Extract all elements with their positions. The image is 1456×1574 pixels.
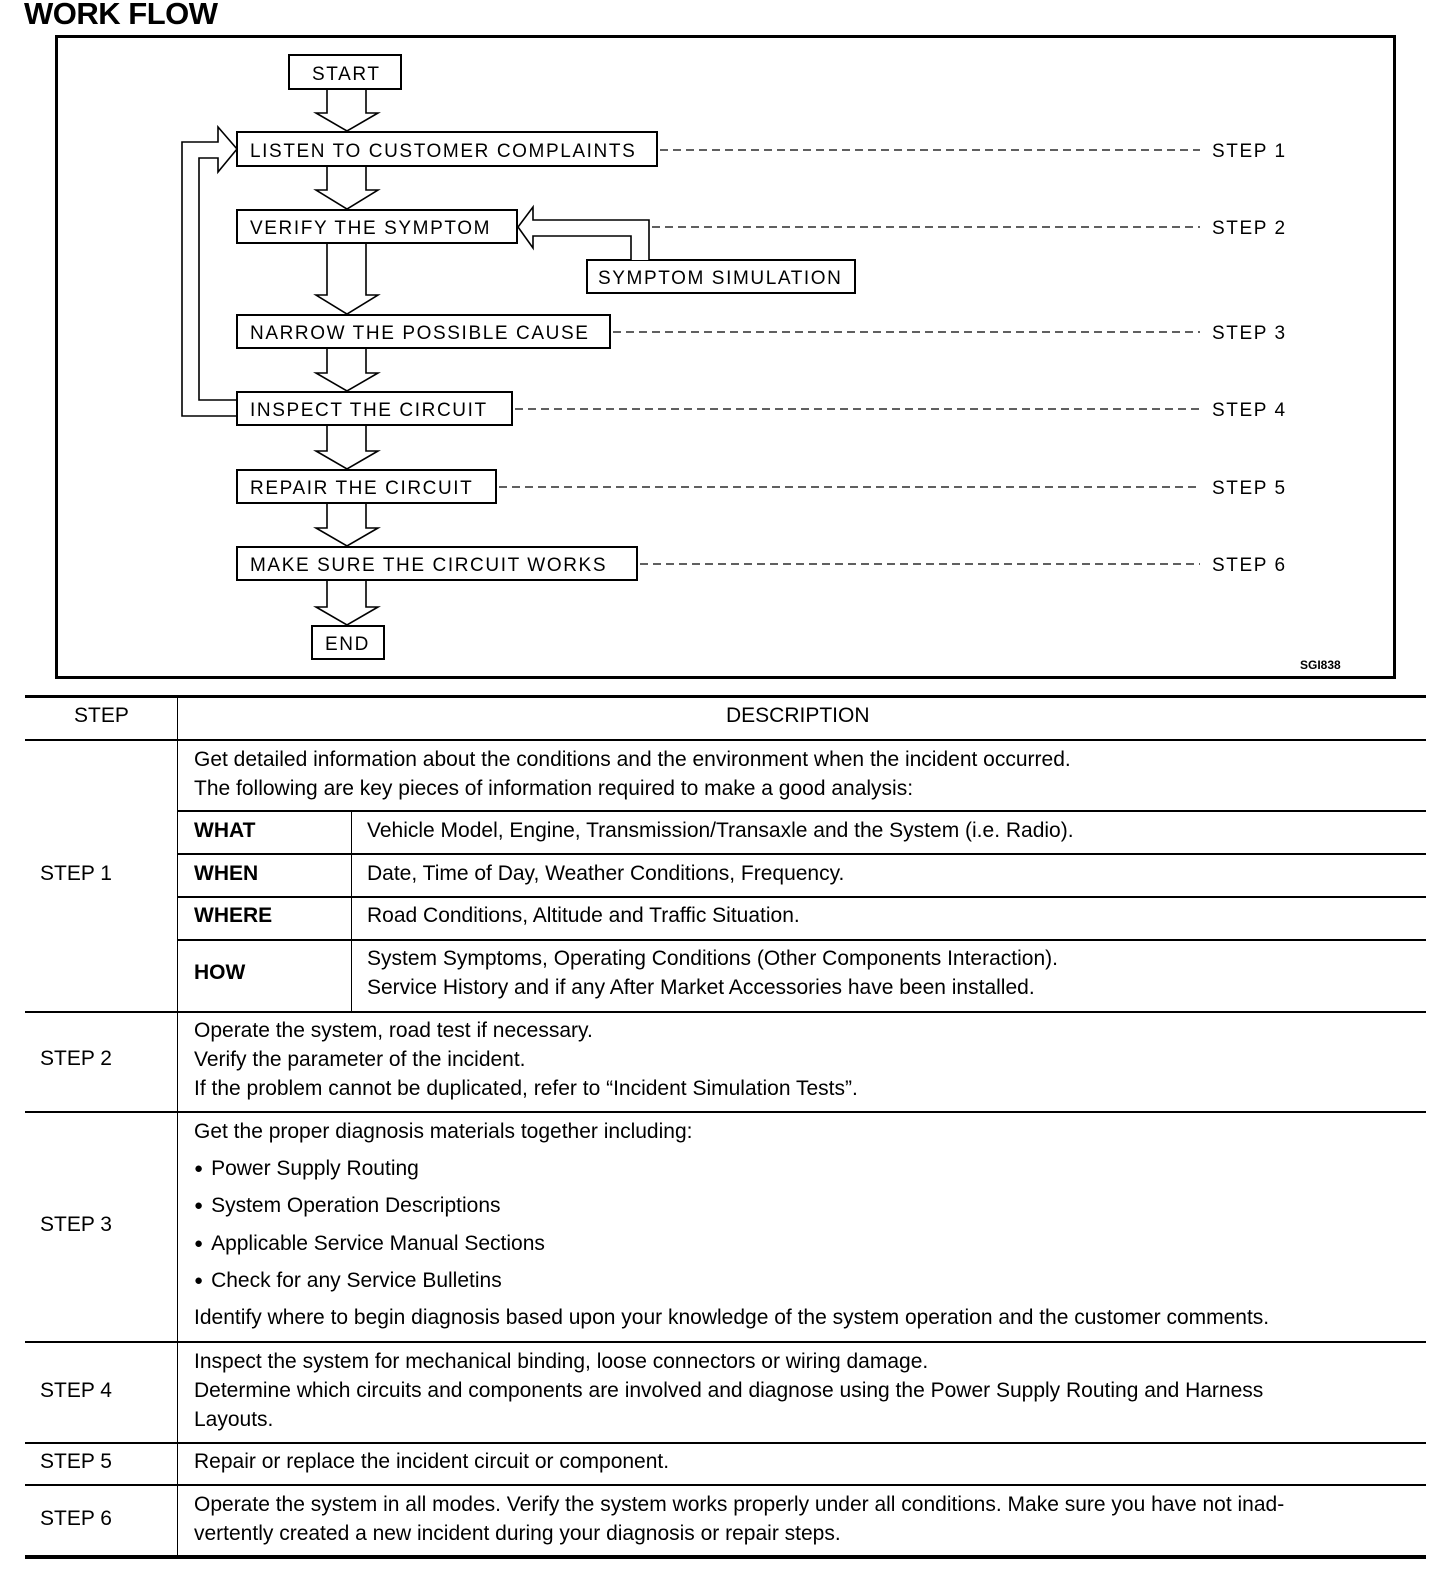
- row-rule: [25, 1341, 1426, 1343]
- workflow-flowchart: [0, 0, 1456, 690]
- down-arrow-icon: [316, 581, 378, 625]
- down-arrow-icon: [316, 244, 378, 314]
- row-rule: [25, 1011, 1426, 1013]
- figure-code: SGI838: [1300, 658, 1341, 672]
- start-label: START: [312, 64, 381, 85]
- step3-bullet-3: ● Applicable Service Manual Sections: [194, 1229, 545, 1260]
- step-label-3: STEP 3: [1212, 323, 1287, 344]
- header-description: DESCRIPTION: [726, 704, 870, 727]
- step3-bullet-2: ● System Operation Descriptions: [194, 1191, 501, 1222]
- step2-line-3: If the problem cannot be duplicated, refer to “Incident Simulation Tests”.: [194, 1077, 858, 1100]
- subcolumn-divider: [351, 811, 352, 1012]
- table-bottom-rule: [25, 1555, 1426, 1559]
- row-step-5: STEP 5: [40, 1450, 112, 1473]
- how-key: HOW: [194, 961, 246, 984]
- loop-arrow-icon: [182, 127, 237, 416]
- what-value: Vehicle Model, Engine, Transmission/Transaxle and the System (i.e. Radio).: [367, 819, 1074, 842]
- row-rule: [178, 939, 1426, 941]
- header-step: STEP: [74, 704, 129, 727]
- step3-bullet-4: ● Check for any Service Bulletins: [194, 1266, 502, 1297]
- flow-node-5-label: REPAIR THE CIRCUIT: [250, 478, 474, 499]
- how-value-1: System Symptoms, Operating Conditions (Other Components Interaction).: [367, 947, 1058, 970]
- row-step-6: STEP 6: [40, 1507, 112, 1530]
- when-key: WHEN: [194, 862, 259, 885]
- step6-line-1: Operate the system in all modes. Verify the system works properly under all conditions. Make sure you have not inad-: [194, 1493, 1285, 1516]
- row-rule: [178, 810, 1426, 812]
- step4-line-3: Layouts.: [194, 1408, 274, 1431]
- step4-line-2: Determine which circuits and components are involved and diagnose using the Power Supply Routing and Harness: [194, 1379, 1264, 1402]
- row-rule: [25, 1442, 1426, 1444]
- step2-line-2: Verify the parameter of the incident.: [194, 1048, 526, 1071]
- step-label-1: STEP 1: [1212, 141, 1287, 162]
- step3-bullet-1: ● Power Supply Routing: [194, 1154, 419, 1185]
- step-label-2: STEP 2: [1212, 218, 1287, 239]
- when-value: Date, Time of Day, Weather Conditions, Frequency.: [367, 862, 845, 885]
- step-label-5: STEP 5: [1212, 478, 1287, 499]
- flow-node-3-label: NARROW THE POSSIBLE CAUSE: [250, 323, 590, 344]
- row-step-4: STEP 4: [40, 1379, 112, 1402]
- down-arrow-icon: [316, 349, 378, 391]
- flow-node-1-label: LISTEN TO CUSTOMER COMPLAINTS: [250, 141, 637, 162]
- down-arrow-icon: [316, 167, 378, 209]
- row-step-2: STEP 2: [40, 1047, 112, 1070]
- where-key: WHERE: [194, 904, 273, 927]
- table-top-rule: [25, 695, 1426, 698]
- where-value: Road Conditions, Altitude and Traffic Situation.: [367, 904, 800, 927]
- down-arrow-icon: [316, 504, 378, 546]
- page-title: WORK FLOW: [24, 0, 218, 31]
- step3-intro: Get the proper diagnosis materials together including:: [194, 1120, 693, 1143]
- down-arrow-icon: [316, 426, 378, 469]
- row-rule: [25, 1111, 1426, 1113]
- row-rule: [178, 896, 1426, 898]
- what-key: WHAT: [194, 819, 256, 842]
- step5-line-1: Repair or replace the incident circuit or component.: [194, 1450, 670, 1473]
- step2-line-1: Operate the system, road test if necessary.: [194, 1019, 593, 1042]
- step4-line-1: Inspect the system for mechanical binding, loose connectors or wiring damage.: [194, 1350, 929, 1373]
- header-rule: [25, 739, 1426, 741]
- flow-node-2-label: VERIFY THE SYMPTOM: [250, 218, 492, 239]
- flow-node-4-label: INSPECT THE CIRCUIT: [250, 400, 488, 421]
- step1-intro-1: Get detailed information about the conditions and the environment when the incident occurred.: [194, 748, 1071, 771]
- step3-outro: Identify where to begin diagnosis based upon your knowledge of the system operation and the customer comments.: [194, 1306, 1270, 1329]
- row-rule: [25, 1484, 1426, 1486]
- step-label-6: STEP 6: [1212, 555, 1287, 576]
- simulation-arrow-icon: [518, 207, 649, 260]
- column-divider: [177, 698, 178, 1555]
- row-step-3: STEP 3: [40, 1213, 112, 1236]
- row-rule: [178, 853, 1426, 855]
- symptom-simulation-label: SYMPTOM SIMULATION: [598, 268, 843, 289]
- down-arrow-icon: [316, 90, 378, 131]
- how-value-2: Service History and if any After Market Accessories have been installed.: [367, 976, 1035, 999]
- row-step-1: STEP 1: [40, 862, 112, 885]
- flow-node-6-label: MAKE SURE THE CIRCUIT WORKS: [250, 555, 608, 576]
- step6-line-2: vertently created a new incident during your diagnosis or repair steps.: [194, 1522, 841, 1545]
- step-leader-lines: [499, 150, 1200, 564]
- down-arrow-icons: [316, 90, 378, 625]
- end-label: END: [325, 634, 370, 655]
- step1-intro-2: The following are key pieces of information required to make a good analysis:: [194, 777, 914, 800]
- step-label-4: STEP 4: [1212, 400, 1287, 421]
